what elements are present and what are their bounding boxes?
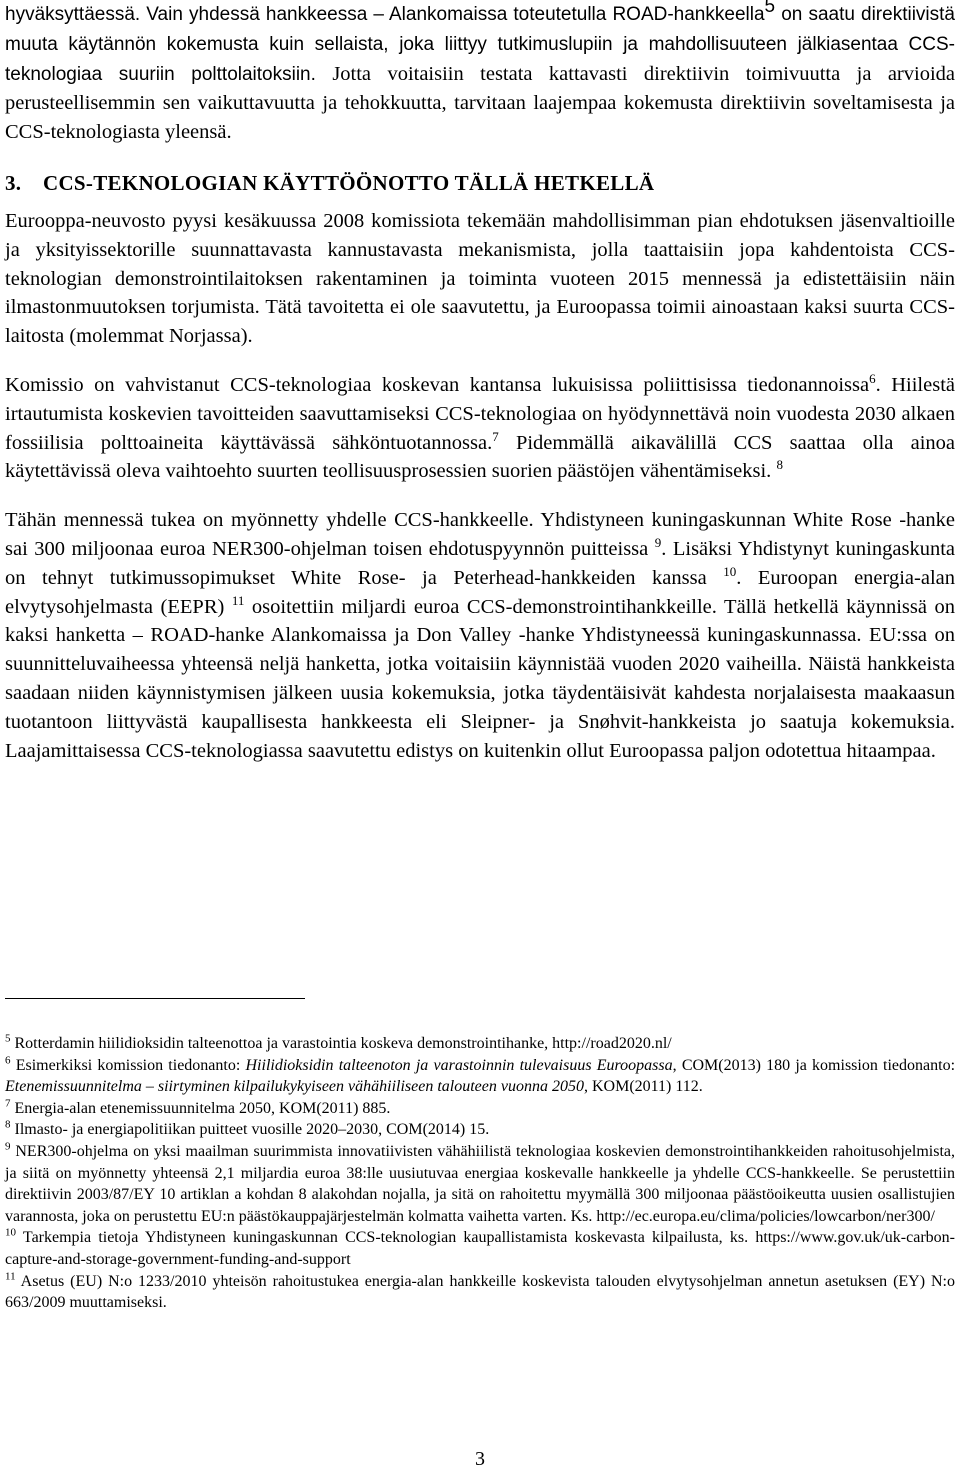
footnote-text: , KOM(2011) 112. bbox=[583, 1078, 703, 1096]
footnote-number: 5 bbox=[5, 1032, 11, 1045]
footnote-number: 8 bbox=[5, 1119, 11, 1132]
paragraph-text: . Hiilestä irtautumista koskevien tavoitteiden saavuttamiseksi CCS-teknologiaa on hyödynnettävä noin vuodesta 2030 alkaen fossiilisia polttoaineita käyttävässä sähköntuotannossa. bbox=[5, 373, 956, 454]
footnote-number: 6 bbox=[5, 1054, 11, 1067]
footnote-11 bbox=[5, 1271, 955, 1314]
footnote-text: Rotterdamin hiilidioksidin talteenottoa ja varastointia koskeva demonstrointihanke, http://road2020.nl/ bbox=[14, 1035, 672, 1052]
footnote-text: Hiilidioksidin talteenoton ja varastoinnin tulevaisuus Euroopassa bbox=[245, 1056, 673, 1074]
footnote-text: Etenemissuunnitelma – siirtyminen kilpailukykyiseen vähähiiliseen talouteen vuonna 2050 bbox=[5, 1078, 584, 1096]
footnote-text: , COM(2013) 180 ja komission tiedonanto: bbox=[672, 1056, 956, 1074]
paragraph-european-council bbox=[5, 207, 955, 351]
footnote-ref-11[interactable]: 11 bbox=[231, 592, 245, 608]
footnote-number: 11 bbox=[5, 1270, 16, 1283]
footnote-ref-8[interactable]: 8 bbox=[776, 457, 783, 473]
paragraph-text: Tähän mennessä tukea on myönnetty yhdelle CCS-hankkeelle. Yhdistyneen kuningaskunnan White Rose -hanke sai 300 miljoonaa euroa NER300-ohjelman toisen ehdotuspyynnön puitteissa bbox=[5, 509, 955, 560]
footnote-number: 9 bbox=[5, 1140, 11, 1153]
footnote-ref-7[interactable]: 7 bbox=[492, 428, 499, 444]
footnote-number: 10 bbox=[5, 1227, 16, 1240]
footnote-ref-10[interactable]: 10 bbox=[723, 563, 737, 579]
paragraph-text: osoitettiin miljardi euroa CCS-demonstrointihankkeille. Tällä hetkellä käynnissä on kaksi hanketta – ROAD-hanke Alankomaissa ja Don Valley -hanke Yhdistyneessä kuningaskunnassa. EU:ssa on suunnitteluvaiheessa yhteensä neljä hanketta, jotka voitaisiin käynnistää vuoden 2020 vaiheilla. Näistä hankkeista saadaan niiden käynnistymisen jälkeen uusia kokemuksia, jotka täydentäisivät kahdesta norjalaisesta maakaasun tuotantoon liittyvästä kaupallisesta hankkeesta eli Sleipner- ja Snøhvit-hankkeista jo saatuja kokemuksia. Laajamittaisessa CCS-teknologiassa saavutettu edistys on kuitenkin ollut Euroopassa paljon odotettua hitaampaa. bbox=[5, 595, 955, 762]
paragraph-text: Pidemmällä aikavälillä CCS saattaa olla ainoa käytettävissä oleva vaihtoehto suurten teollisuusprosessien suorien päästöjen vähentämiseksi. bbox=[5, 431, 955, 483]
footnote-5 bbox=[5, 1033, 955, 1055]
paragraph-commission-position bbox=[5, 371, 955, 486]
section-title: CCS-TEKNOLOGIAN KÄYTTÖÖNOTTO TÄLLÄ HETKELLÄ bbox=[43, 170, 655, 195]
footnote-9 bbox=[5, 1141, 955, 1227]
footnote-text: Esimerkiksi komission tiedonanto: bbox=[15, 1056, 246, 1074]
footnote-ref-9[interactable]: 9 bbox=[654, 535, 662, 551]
paragraph-text: Eurooppa-neuvosto pyysi kesäkuussa 2008 komissiota tekemään mahdollisimman pian ehdotuksen jäsenvaltioille ja yksityissektorille suunnattavasta kannustavasta mekanismista, jolla taattaisiin jopa kahdentoista CCS-teknologian demonstrointilaitoksen rakentaminen ja toiminta vuoteen 2015 mennessä ja edistettäisiin näin ilmastonmuutoksen torjumista. Tätä tavoitetta ei ole saavutettu, ja Euroopassa toimii ainoastaan kaksi suurta CCS-laitosta (molemmat Norjassa). bbox=[5, 209, 955, 348]
footnote-6 bbox=[5, 1055, 955, 1098]
footnote-10 bbox=[5, 1227, 955, 1270]
footnote-8 bbox=[5, 1119, 955, 1141]
section-heading bbox=[5, 169, 955, 197]
footnote-separator bbox=[5, 998, 305, 999]
page-number: 3 bbox=[475, 1448, 485, 1470]
paragraph-road-project bbox=[5, 0, 955, 147]
page-body bbox=[5, 0, 955, 765]
footnote-text: Ilmasto- ja energiapolitiikan puitteet vuosille 2020–2030, COM(2014) 15. bbox=[14, 1121, 490, 1139]
paragraph-text: Jotta voitaisiin testata kattavasti direktiivin toimivuutta ja arvioida perusteellisemmin sen vaikuttavuutta ja tehokkuutta, tarvitaan laajempaa kokemusta direktiivin soveltamisesta ja CCS-teknologiasta yleensä. bbox=[5, 62, 955, 144]
footnote-number: 7 bbox=[5, 1097, 11, 1110]
footnotes-section bbox=[5, 1033, 955, 1314]
footnote-7 bbox=[5, 1098, 955, 1120]
paragraph-text: . Euroopan energia-alan elvytysohjelmasta (EEPR) bbox=[5, 566, 956, 618]
paragraph-project-support bbox=[5, 506, 955, 765]
footnote-text: Tarkempia tietoja Yhdistyneen kuningaskunnan CCS-teknologian kaupallistamista koskevasta kilpailusta, ks. https://www.gov.uk/uk-carbon-capture-and-storage-government-funding-and-support bbox=[5, 1229, 955, 1268]
paragraph-text: Komissio on vahvistanut CCS-teknologiaa koskevan kantansa lukuisissa poliittisissa tiedonannoissa bbox=[5, 373, 870, 396]
paragraph-text: . Lisäksi Yhdistynyt kuningaskunta on tehnyt tutkimussopimukset White Rose- ja Peterhead-hankkeiden kanssa bbox=[5, 537, 955, 589]
footnote-text: Asetus (EU) N:o 1233/2010 yhteisön rahoitustukea energia-alan hankkeille koskevista talouden elvytysohjelman annetun asetuksen (EY) N:o 663/2009 muuttamiseksi. bbox=[5, 1272, 955, 1312]
paragraph-text: on saatu direktiivistä muuta käytännön kokemusta kuin sellaista, joka liittyy tutkimuslupiin ja mahdollisuuteen jälkiasentaa CCS-teknologiaa suuriin polttolaitoksiin. bbox=[5, 4, 955, 85]
footnote-ref-6[interactable]: 6 bbox=[869, 371, 876, 387]
footnote-text: Energia-alan etenemissuunnitelma 2050, KOM(2011) 885. bbox=[14, 1099, 391, 1117]
footnote-text: NER300-ohjelma on yksi maailman suurimmista innovatiivisten vähähiilistä teknologiaa koskevien demonstrointihankkeiden rahoitusohjelmista, ja siitä on myönnetty yhteensä 2,1 miljardia euroa 38:lle uusiutuvaa energiaa koskevalle hankkeelle ja yhdelle CCS-hankkeelle. Se perustettiin direktiivin 2003/87/EY 10 artiklan a kohdan 8 alakohdan nojalla, ja sitä on rahoitettu myymällä 300 miljoonaa päästöoikeutta uusien osallistujien varannosta, joka on perustettu EU:n päästökauppajärjestelmän kolmatta vaihetta varten. Ks. http://ec.europa.eu/clima/policies/lowcarbon/ner300/ bbox=[5, 1142, 955, 1225]
section-number: 3. bbox=[5, 170, 22, 195]
paragraph-text: hyväksyttäessä. Vain yhdessä hankkeessa – Alankomaissa toteutetulla ROAD-hankkeella bbox=[5, 4, 765, 25]
footnote-ref-5[interactable]: 5 bbox=[764, 0, 776, 18]
